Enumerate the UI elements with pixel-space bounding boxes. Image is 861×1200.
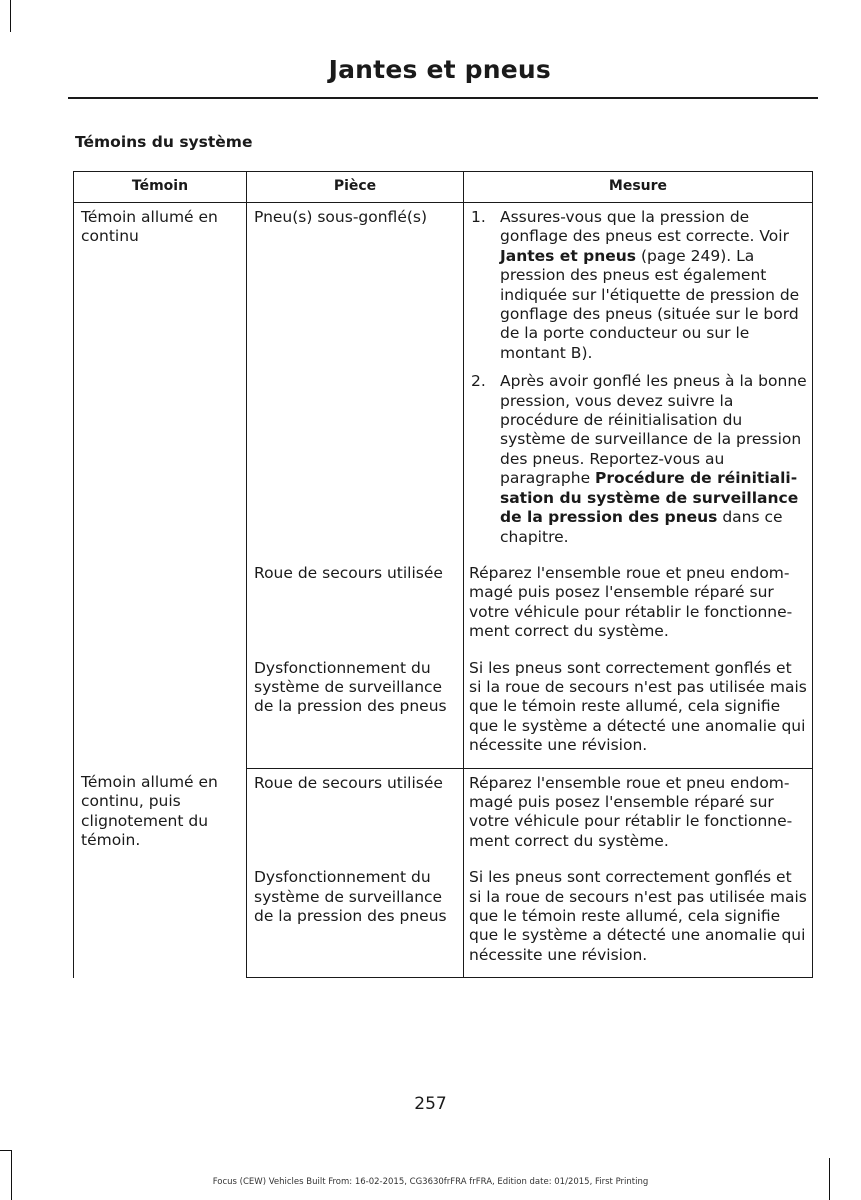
indicator-cell: Témoin allumé en continu, puis clignotement du témoin. (74, 768, 247, 978)
crop-mark-bottom-left-vertical (11, 1150, 12, 1200)
list-item (469, 208, 808, 363)
crop-mark-bottom-left-horizontal (0, 1150, 12, 1151)
part-cell: Dysfonctionnement du système de surveillance de la pression des pneus (247, 654, 464, 769)
step-text: Après avoir gonflé les pneus à la bonne pression, vous devez suivre la procédure de réinitialisation du système de surveillance de la pression des pneus. Reportez-vous au paragraphe (500, 372, 807, 488)
list-item (469, 372, 808, 547)
step-link[interactable]: Procédure de réinitialisation du système de surveillance de la pression des pneus (500, 469, 799, 527)
action-cell (464, 203, 813, 559)
table-row (74, 768, 813, 863)
title-divider (68, 97, 818, 99)
action-cell: Réparez l'ensemble roue et pneu endommagé puis posez l'ensemble réparé sur votre véhicule pour rétablir le fonctionnement correct du système. (464, 559, 813, 654)
header-piece: Pièce (247, 172, 464, 203)
table-row (74, 203, 813, 559)
chapter-title: Jantes et pneus (328, 55, 551, 84)
action-cell: Si les pneus sont correctement gonflés et si la roue de secours n'est pas utilisée mais que le témoin reste allumé, cela signifie que le système a détecté une anomalie qui nécessite une révision. (464, 654, 813, 769)
warning-lamp-table (73, 171, 813, 978)
action-cell: Si les pneus sont correctement gonflés et si la roue de secours n'est pas utilisée mais que le témoin reste allumé, cela signifie que le système a détecté une anomalie qui nécessite une révision. (464, 863, 813, 978)
table-header-row (74, 172, 813, 203)
header-mesure: Mesure (464, 172, 813, 203)
print-info: Focus (CEW) Vehicles Built From: 16-02-2015, CG3630frFRA frFRA, Edition date: 01/2015, First Printing (212, 1177, 649, 1187)
step-number: 2. (471, 372, 486, 391)
part-cell: Pneu(s) sous-gonflé(s) (247, 203, 464, 559)
indicator-cell: Témoin allumé en continu (74, 203, 247, 769)
header-temoin: Témoin (74, 172, 247, 203)
step-text: (page 249). La pression des pneus est également indiquée sur l'étiquette de pression de gonflage des pneus (située sur le bord de la porte conducteur ou sur le montant B). (500, 246, 800, 362)
step-number: 1. (471, 208, 486, 226)
step-link[interactable]: Jantes et pneus (500, 246, 637, 265)
section-title: Témoins du système (75, 133, 253, 151)
step-text: dans ce chapitre. (500, 508, 783, 546)
action-steps (469, 208, 808, 547)
part-cell: Dysfonctionnement du système de surveillance de la pression des pneus (247, 863, 464, 978)
action-cell: Réparez l'ensemble roue et pneu endommagé puis posez l'ensemble réparé sur votre véhicule pour rétablir le fonctionnement correct du système. (464, 768, 813, 863)
page-number: 257 (414, 1094, 447, 1114)
step-text: Assures-vous que la pression de gonflage des pneus est correcte. Voir (500, 208, 789, 246)
part-cell: Roue de secours utilisée (247, 768, 464, 863)
crop-mark-top-left (10, 0, 11, 32)
part-cell: Roue de secours utilisée (247, 559, 464, 654)
